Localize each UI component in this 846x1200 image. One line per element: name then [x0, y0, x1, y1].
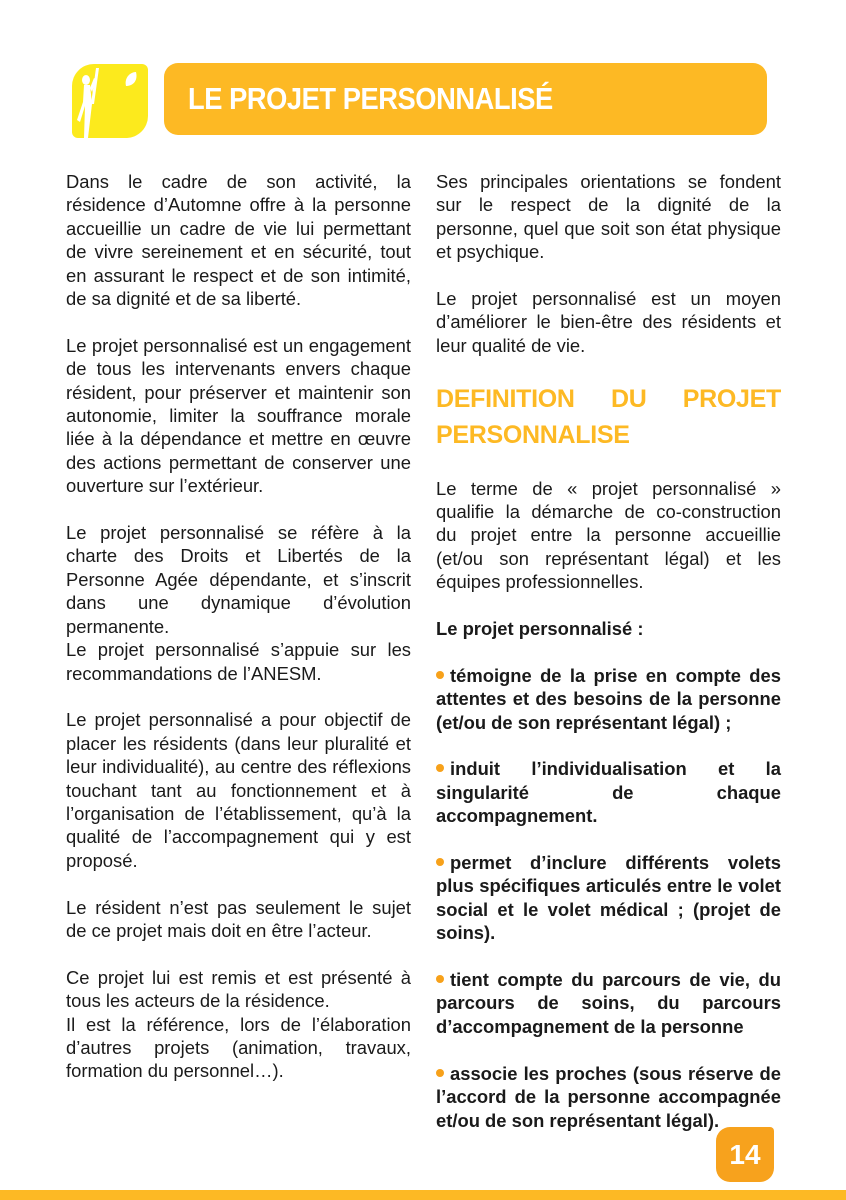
list-label: Le projet personnalisé :: [436, 618, 644, 640]
paragraph: Ses principales orientations se fondent sur le respect de la dignité de la personne, quel que soit son état physique et psychique.: [436, 171, 781, 263]
bullet-dot-icon: [436, 975, 444, 983]
page-title: LE PROJET PERSONNALISÉ: [188, 81, 553, 116]
paragraph: Le projet personnalisé se réfère à la charte des Droits et Libertés de la Personne Agée dépendante, et s’inscrit dans une dynamique d’évolution permanente.: [66, 522, 411, 637]
person-reaching-leaf-icon: [72, 64, 148, 138]
footer-bar: [0, 1190, 846, 1200]
definition-paragraph: Le terme de « projet personnalisé » qualifie la démarche de co-construction du projet entre la personne accueillie (et/ou son représentant légal) et les équipes professionnelles.: [436, 477, 781, 593]
list-item: [436, 968, 781, 1038]
page-number-badge: [716, 1127, 774, 1182]
paragraph: Le projet personnalisé a pour objectif de placer les résidents (dans leur pluralité et leur individualité), au centre des réflexions touchant tant au fonctionnement et à l’organisation de l’établissement, qu’à la qualité de l’accompagnement qui y est proposé.: [66, 709, 411, 871]
paragraph: Le projet personnalisé s’appuie sur les recommandations de l’ANESM.: [66, 639, 411, 684]
paragraph: Le résident n’est pas seulement le sujet de ce projet mais doit en être l’acteur.: [66, 896, 411, 941]
bullet-dot-icon: [436, 671, 444, 679]
list-item: [436, 1062, 781, 1132]
title-band: [164, 63, 767, 135]
logo: [72, 64, 148, 138]
list-item: [436, 664, 781, 734]
heading-word: DU: [610, 384, 647, 413]
list-item-text: permet d’inclure différents volets plus spécifiques articulés entre le volet social et le volet médical ; (projet de soins).: [436, 852, 781, 944]
list-item-text: tient compte du parcours de vie, du parcours de soins, du parcours d’accompagnement de la personne: [436, 969, 781, 1037]
list-item-text: induit l’individualisation et la singularité de chaque accompagnement.: [436, 758, 781, 827]
page-number: 14: [729, 1138, 761, 1170]
paragraph: Il est la référence, lors de l’élaboration d’autres projets (animation, travaux, formation du personnel…).: [66, 1013, 411, 1082]
paragraph: Le projet personnalisé est un moyen d’améliorer le bien-être des résidents et leur qualité de vie.: [436, 288, 781, 356]
bullet-dot-icon: [436, 1069, 444, 1077]
paragraph: Dans le cadre de son activité, la résidence d’Automne offre à la personne accueillie un cadre de vie lui permettant de vivre sereinement et en sécurité, tout en assurant le respect et de son intimité, de sa dignité et de sa liberté.: [66, 171, 411, 310]
section-heading: [436, 381, 781, 453]
left-column: [66, 170, 411, 1106]
list-item-text: témoigne de la prise en compte des attentes et des besoins de la personne (et/ou de son représentant légal) ;: [436, 664, 781, 733]
heading-word: PROJET: [682, 384, 781, 413]
bullet-dot-icon: [436, 858, 444, 866]
paragraph: Ce projet lui est remis et est présenté à tous les acteurs de la résidence.: [66, 966, 411, 1012]
bullet-dot-icon: [436, 764, 444, 772]
section-heading-line1: [436, 381, 781, 417]
paragraph: Le projet personnalisé est un engagement de tous les intervenants envers chaque résident, pour préserver et maintenir son autonomie, limiter la souffrance morale liée à la dépendance et mettre en œuvre des actions permettant de conserver une ouverture sur l’extérieur.: [66, 334, 411, 497]
list-item-text: associe les proches (sous réserve de l’accord de la personne accompagnée et/ou de son représentant légal).: [436, 1062, 781, 1131]
list-item: [436, 851, 781, 945]
right-column: [436, 170, 781, 1155]
list-item: [436, 757, 781, 827]
heading-word: DEFINITION: [436, 384, 575, 413]
section-heading-line2: PERSONNALISE: [436, 420, 630, 449]
